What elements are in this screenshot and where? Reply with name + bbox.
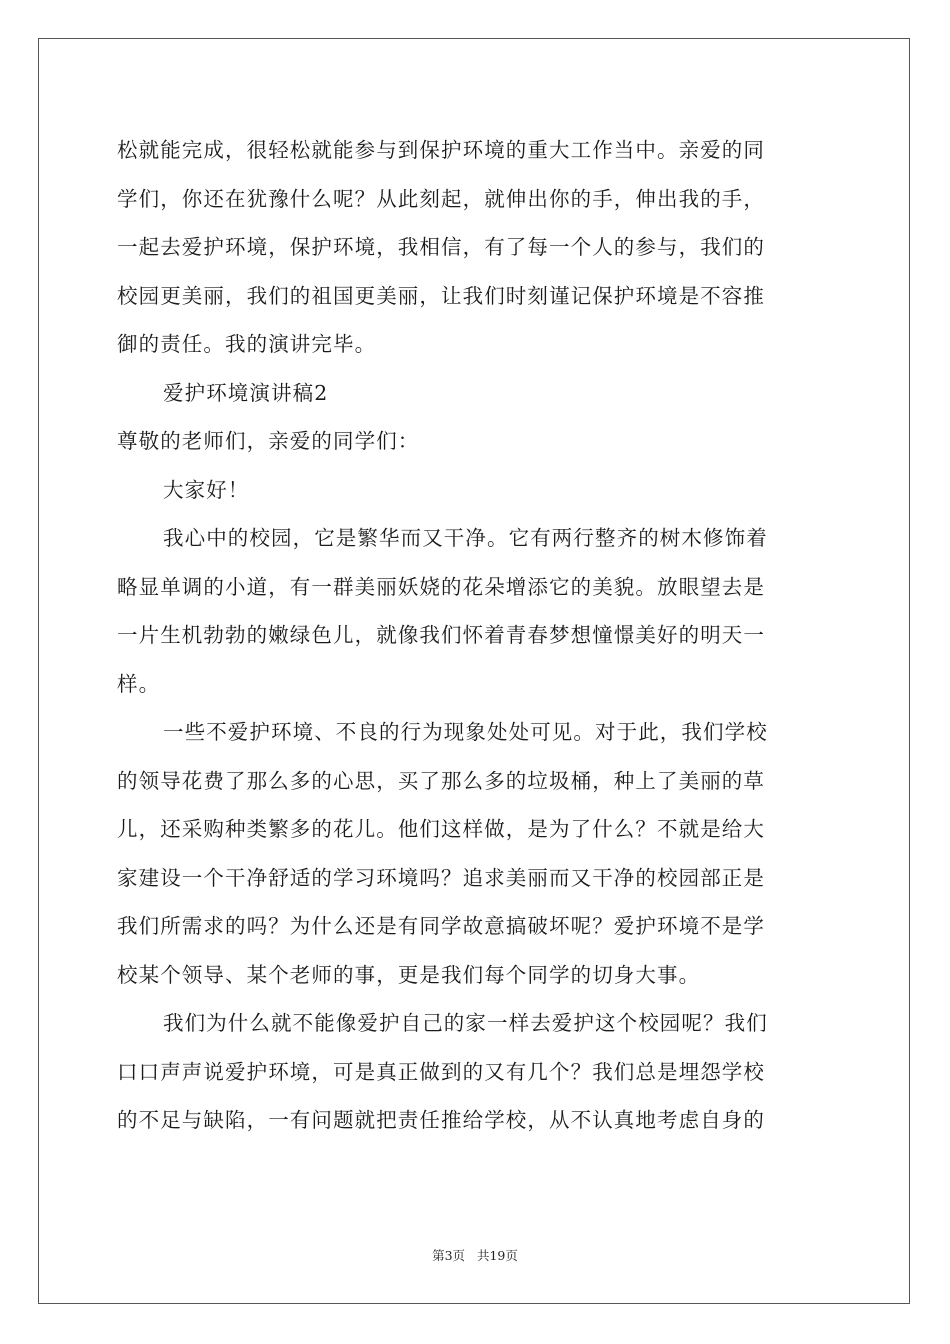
page-footer: 第3页 共19页: [432, 1248, 518, 1263]
text-line: 家建设一个干净舒适的学习环境吗？追求美丽而又干净的校园部正是: [117, 865, 765, 890]
text-line: 略显单调的小道，有一群美丽妖娆的花朵增添它的美貌。放眼望去是: [117, 574, 765, 599]
text-line: 学们，你还在犹豫什么呢？从此刻起，就伸出你的手，伸出我的手，: [117, 186, 765, 211]
text-line: 儿，还采购种类繁多的花儿。他们这样做，是为了什么？不就是给大: [117, 817, 765, 841]
text-line: 大家好！: [163, 477, 250, 502]
text-line: 我们所需求的吗？为什么还是有同学故意搞破坏呢？爱护环境不是学: [117, 914, 765, 938]
text-line: 样。: [117, 671, 161, 696]
text-line: 一起去爱护环境，保护环境，我相信，有了每一个人的参与，我们的: [117, 235, 765, 259]
text-line: 尊敬的老师们，亲爱的同学们：: [117, 429, 420, 453]
text-line: 我们为什么就不能像爱护自己的家一样去爱护这个校园呢？我们: [163, 1011, 768, 1035]
text-line: 校某个领导、某个老师的事，更是我们每个同学的切身大事。: [117, 962, 701, 987]
document-body: [117, 126, 833, 1145]
text-line: 校园更美丽，我们的祖国更美丽，让我们时刻谨记保护环境是不容推: [117, 283, 765, 308]
text-line: 御的责任。我的演讲完毕。: [117, 332, 377, 356]
text-line: 口口声声说爱护环境，可是真正做到的又有几个？我们总是埋怨学校: [117, 1059, 765, 1084]
text-line: 一些不爱护环境、不良的行为现象处处可见。对于此，我们学校: [163, 720, 768, 744]
text-line: 一片生机勃勃的嫩绿色儿，就像我们怀着青春梦想憧憬美好的明天一: [117, 623, 765, 647]
text-line: 松就能完成，很轻松就能参与到保护环境的重大工作当中。亲爱的同: [117, 138, 765, 162]
text-line: 的领导花费了那么多的心思，买了那么多的垃圾桶，种上了美丽的草: [117, 768, 765, 793]
text-line: 爱护环境演讲稿2: [163, 380, 329, 405]
text-line: 我心中的校园，它是繁华而又干净。它有两行整齐的树木修饰着: [163, 526, 768, 550]
text-line: 的不足与缺陷，一有问题就把责任推给学校，从不认真地考虑自身的: [117, 1108, 765, 1132]
